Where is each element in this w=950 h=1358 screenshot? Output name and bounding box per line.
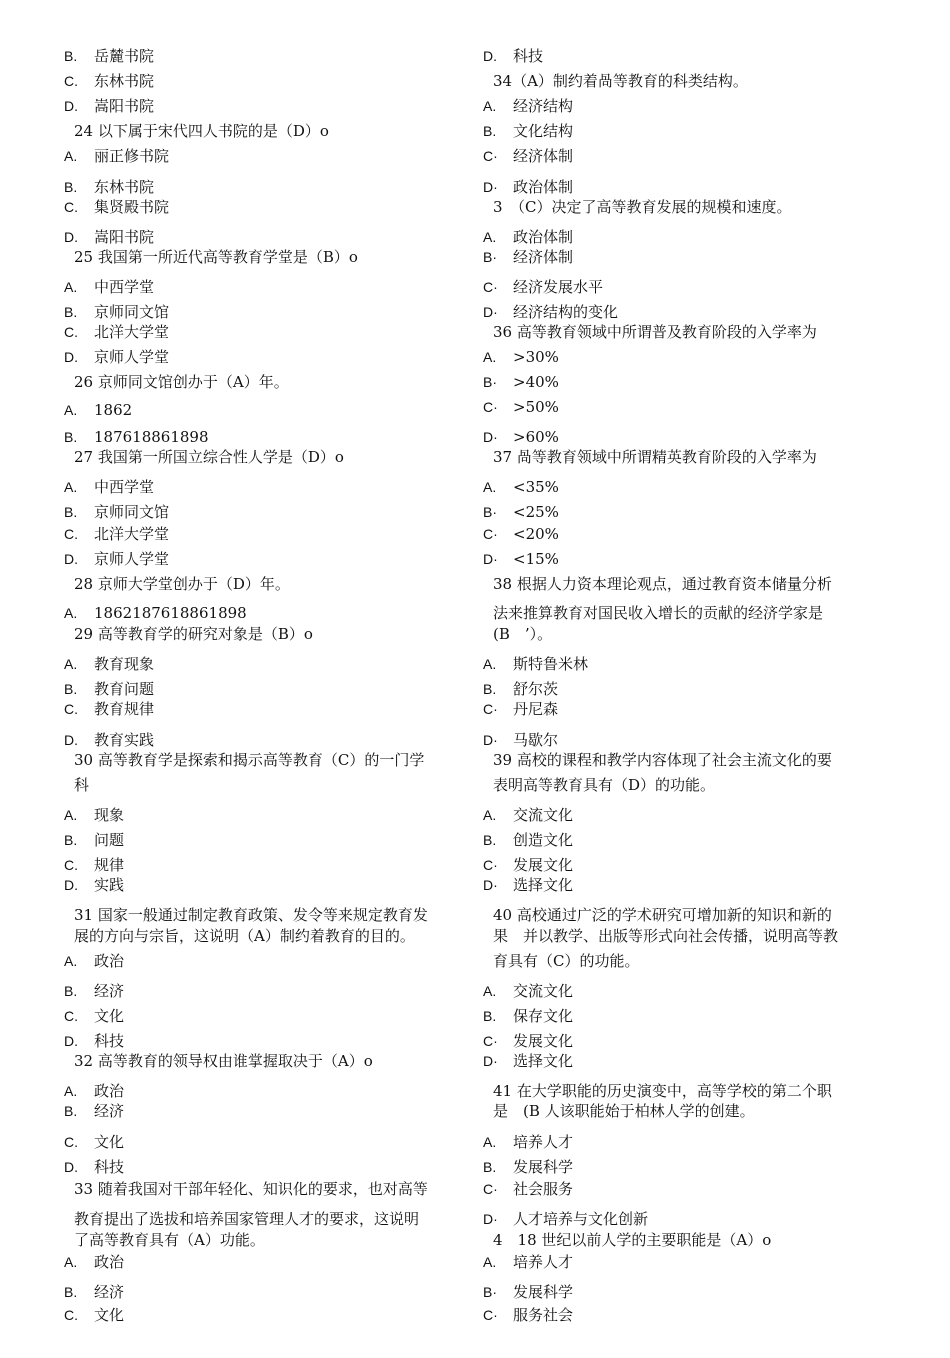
option-label: B. xyxy=(64,504,78,520)
question-line xyxy=(483,322,817,342)
question-line xyxy=(483,1230,771,1250)
option-label: B. xyxy=(64,179,78,195)
line-text: 40 高校通过广泛的学术研究可增加新的知识和新的 xyxy=(493,906,832,924)
line-text: 京师人学堂 xyxy=(94,348,170,366)
line-text: 政治体制 xyxy=(513,228,574,246)
option-label: A. xyxy=(483,1254,497,1270)
question-line xyxy=(483,951,639,971)
option-label: B. xyxy=(64,429,78,445)
line-text: 政治体制 xyxy=(513,178,574,196)
option-line xyxy=(483,277,603,297)
question-line xyxy=(483,447,817,467)
line-text: 交流文化 xyxy=(513,982,574,1000)
option-label: C· xyxy=(483,857,498,873)
option-label: C. xyxy=(64,73,78,89)
question-line xyxy=(64,121,329,141)
question-line xyxy=(64,247,358,267)
option-label: A. xyxy=(64,953,78,969)
line-text: 马歇尔 xyxy=(513,731,559,749)
option-line xyxy=(483,1252,573,1272)
line-text: 文化结构 xyxy=(513,122,574,140)
line-text: 北洋大学堂 xyxy=(94,323,170,341)
option-label: D· xyxy=(483,551,498,567)
line-text: 教育实践 xyxy=(94,731,155,749)
option-label: D· xyxy=(483,429,498,445)
line-text: 文化 xyxy=(94,1133,125,1151)
option-label: A. xyxy=(483,229,497,245)
option-line xyxy=(64,146,169,166)
option-label: C· xyxy=(483,1181,498,1197)
option-label: A. xyxy=(483,1134,497,1150)
option-label: C. xyxy=(64,1008,78,1024)
option-label: A. xyxy=(64,279,78,295)
line-text: 科 xyxy=(74,776,90,794)
line-text: 现象 xyxy=(94,806,125,824)
question-line xyxy=(64,1051,373,1071)
option-line xyxy=(64,699,154,719)
question-line xyxy=(64,750,424,770)
line-text: 了高等教育具有（A）功能。 xyxy=(74,1231,265,1249)
option-line xyxy=(64,1305,124,1325)
line-text: 舒尔茨 xyxy=(513,680,559,698)
option-line xyxy=(483,46,543,66)
question-line xyxy=(64,926,415,946)
option-label: D. xyxy=(483,48,497,64)
option-label: D. xyxy=(64,732,78,748)
option-label: A. xyxy=(483,656,497,672)
option-label: D· xyxy=(483,877,498,893)
line-text: 丽正修书院 xyxy=(94,147,170,165)
line-text: 经济结构 xyxy=(513,97,574,115)
line-text: 丹尼森 xyxy=(513,700,559,718)
line-text: 选择文化 xyxy=(513,1052,574,1070)
option-line xyxy=(483,1051,573,1071)
option-line xyxy=(64,502,169,522)
option-line xyxy=(483,247,573,267)
option-label: C· xyxy=(483,279,498,295)
option-line xyxy=(483,146,573,166)
option-label: C. xyxy=(64,1307,78,1323)
option-line xyxy=(64,71,154,91)
line-text: <35% xyxy=(513,478,559,496)
option-line xyxy=(483,1132,573,1152)
line-text: 33 随着我国对干部年轻化、知识化的要求，也对高等 xyxy=(74,1180,428,1198)
option-label: B. xyxy=(64,1284,78,1300)
option-label: C· xyxy=(483,148,498,164)
line-text: >40% xyxy=(513,373,559,391)
option-label: D. xyxy=(64,98,78,114)
line-text: 岳麓书院 xyxy=(94,47,155,65)
option-line xyxy=(483,96,573,116)
line-text: 京师同文馆 xyxy=(94,503,170,521)
line-text: 教育问题 xyxy=(94,680,155,698)
option-line xyxy=(483,524,559,544)
option-line xyxy=(64,322,169,342)
option-line xyxy=(64,549,169,569)
option-line xyxy=(64,400,132,420)
line-text: 问题 xyxy=(94,831,125,849)
option-label: A. xyxy=(483,98,497,114)
option-label: C· xyxy=(483,399,498,415)
question-line xyxy=(64,447,344,467)
option-line xyxy=(483,121,573,141)
line-text: 科技 xyxy=(94,1158,125,1176)
line-text: 187618861898 xyxy=(94,428,209,446)
option-label: C. xyxy=(64,199,78,215)
line-text: 科技 xyxy=(94,1032,125,1050)
option-label: A. xyxy=(483,807,497,823)
line-text: 经济结构的变化 xyxy=(513,303,619,321)
line-text: 26 京师同文馆创办于（A）年。 xyxy=(74,373,289,391)
option-line xyxy=(64,1101,124,1121)
line-text: 选择文化 xyxy=(513,876,574,894)
line-text: 政治 xyxy=(94,1082,125,1100)
option-line xyxy=(483,477,559,497)
option-line xyxy=(483,427,559,447)
option-line xyxy=(483,1209,648,1229)
question-line xyxy=(64,624,313,644)
option-label: C. xyxy=(64,857,78,873)
line-text: 文化 xyxy=(94,1306,125,1324)
option-label: A. xyxy=(483,983,497,999)
line-text: 东林书院 xyxy=(94,178,155,196)
question-line xyxy=(64,574,290,594)
option-line xyxy=(64,1252,124,1272)
line-text: (B ’）。 xyxy=(493,625,553,643)
line-text: >60% xyxy=(513,428,559,446)
line-text: 3 （C）决定了高等教育发展的规模和速度。 xyxy=(493,198,792,216)
option-line xyxy=(483,1282,573,1302)
line-text: 东林书院 xyxy=(94,72,155,90)
option-line xyxy=(64,1132,124,1152)
line-text: 京师同文馆 xyxy=(94,303,170,321)
line-text: >50% xyxy=(513,398,559,416)
line-text: 发展科学 xyxy=(513,1158,574,1176)
option-line xyxy=(483,699,558,719)
option-line xyxy=(483,227,573,247)
option-line xyxy=(64,1031,124,1051)
question-line xyxy=(64,905,428,925)
option-label: D· xyxy=(483,304,498,320)
option-line xyxy=(64,277,154,297)
line-text: 中西学堂 xyxy=(94,278,155,296)
line-text: 1862 xyxy=(94,401,133,419)
option-label: D. xyxy=(64,349,78,365)
option-label: D· xyxy=(483,1211,498,1227)
option-label: C. xyxy=(64,526,78,542)
line-text: 教育现象 xyxy=(94,655,155,673)
option-line xyxy=(483,177,573,197)
option-label: D. xyxy=(64,877,78,893)
line-text: 28 京师大学堂创办于（D）年。 xyxy=(74,575,290,593)
option-line xyxy=(483,1305,573,1325)
option-label: B. xyxy=(64,304,78,320)
line-text: 发展文化 xyxy=(513,1032,574,1050)
line-text: 育具有（C）的功能。 xyxy=(493,952,640,970)
line-text: 交流文化 xyxy=(513,806,574,824)
line-text: 北洋大学堂 xyxy=(94,525,170,543)
option-label: A. xyxy=(64,1083,78,1099)
line-text: 36 高等教育领域中所谓普及教育阶段的入学率为 xyxy=(493,323,817,341)
question-line xyxy=(483,1081,832,1101)
option-label: D· xyxy=(483,732,498,748)
line-text: 是 (B 人该职能始于柏林人学的创建。 xyxy=(493,1102,755,1120)
question-line xyxy=(64,1209,419,1229)
line-text: 37 咼等教育领域中所谓精英教育阶段的入学率为 xyxy=(493,448,817,466)
line-text: 30 高等教育学是探索和揭示高等教育（C）的一门学 xyxy=(74,751,425,769)
option-line xyxy=(483,397,559,417)
option-label: B. xyxy=(483,681,497,697)
option-line xyxy=(483,347,559,367)
line-text: 京师人学堂 xyxy=(94,550,170,568)
option-line xyxy=(64,227,154,247)
option-line xyxy=(64,347,169,367)
line-text: 经济体制 xyxy=(513,248,574,266)
line-text: 34（A）制约着咼等教育的科类结构。 xyxy=(493,72,748,90)
option-label: B. xyxy=(64,983,78,999)
option-label: C. xyxy=(64,701,78,717)
option-line xyxy=(64,603,247,623)
option-line xyxy=(64,805,124,825)
line-text: 39 高校的课程和教学内容体现了社会主流文化的要 xyxy=(493,751,832,769)
line-text: 经济 xyxy=(94,982,125,1000)
option-label: D· xyxy=(483,179,498,195)
option-label: A. xyxy=(64,148,78,164)
option-line xyxy=(483,372,559,392)
option-label: B. xyxy=(64,832,78,848)
line-text: 表明高等教育具有（D）的功能。 xyxy=(493,776,716,794)
option-line xyxy=(483,730,558,750)
line-text: 科技 xyxy=(513,47,544,65)
option-line xyxy=(483,549,559,569)
option-line xyxy=(64,1006,124,1026)
line-text: 4 18 世纪以前人学的主要职能是（A）o xyxy=(493,1231,772,1249)
option-line xyxy=(64,96,154,116)
line-text: 培养人才 xyxy=(513,1133,574,1151)
line-text: 经济 xyxy=(94,1283,125,1301)
line-text: 嵩阳书院 xyxy=(94,228,155,246)
option-line xyxy=(64,302,169,322)
option-label: A. xyxy=(64,605,78,621)
option-line xyxy=(483,830,573,850)
option-label: B. xyxy=(483,1008,497,1024)
option-label: D. xyxy=(64,1033,78,1049)
question-line xyxy=(483,603,823,623)
option-line xyxy=(64,524,169,544)
line-text: 培养人才 xyxy=(513,1253,574,1271)
option-line xyxy=(64,951,124,971)
option-label: B. xyxy=(64,48,78,64)
option-line xyxy=(483,805,573,825)
option-line xyxy=(64,1282,124,1302)
line-text: 31 国家一般通过制定教育政策、发令等来规定教育发 xyxy=(74,906,428,924)
question-line xyxy=(64,1230,265,1250)
option-line xyxy=(64,654,154,674)
option-label: A. xyxy=(64,1254,78,1270)
line-text: 果 并以教学、出版等形式向社会传播，说明高等教 xyxy=(493,927,839,945)
option-line xyxy=(483,1006,573,1026)
line-text: 41 在大学职能的历史演变中，高等学校的第二个职 xyxy=(493,1082,832,1100)
line-text: 经济 xyxy=(94,1102,125,1120)
option-line xyxy=(64,830,124,850)
line-text: 法来推算教育对国民收入增长的贡献的经济学家是 xyxy=(493,604,824,622)
line-text: 创造文化 xyxy=(513,831,574,849)
line-text: 社会服务 xyxy=(513,1180,574,1198)
line-text: 发展科学 xyxy=(513,1283,574,1301)
line-text: >30% xyxy=(513,348,559,366)
option-label: C. xyxy=(64,324,78,340)
line-text: <15% xyxy=(513,550,559,568)
option-label: C· xyxy=(483,1033,498,1049)
line-text: 24 以下属于宋代四人书院的是（D）o xyxy=(74,122,329,140)
line-text: 经济发展水平 xyxy=(513,278,604,296)
line-text: 嵩阳书院 xyxy=(94,97,155,115)
option-line xyxy=(483,302,618,322)
question-line xyxy=(483,775,715,795)
line-text: 教育规律 xyxy=(94,700,155,718)
option-label: D. xyxy=(64,1159,78,1175)
option-line xyxy=(64,46,154,66)
question-line xyxy=(64,775,89,795)
option-label: B· xyxy=(483,374,497,390)
option-label: B. xyxy=(64,681,78,697)
option-label: B· xyxy=(483,1284,497,1300)
line-text: 保存文化 xyxy=(513,1007,574,1025)
line-text: 政治 xyxy=(94,1253,125,1271)
option-label: C· xyxy=(483,1307,498,1323)
option-line xyxy=(64,730,154,750)
option-line xyxy=(483,679,558,699)
option-label: B· xyxy=(483,249,497,265)
question-line xyxy=(483,574,832,594)
question-line xyxy=(64,372,289,392)
option-line xyxy=(64,1157,124,1177)
option-label: A. xyxy=(64,807,78,823)
option-line xyxy=(64,855,124,875)
question-line xyxy=(483,926,838,946)
option-line xyxy=(64,981,124,1001)
line-text: 中西学堂 xyxy=(94,478,155,496)
option-label: B. xyxy=(483,123,497,139)
option-line xyxy=(483,981,573,1001)
line-text: 文化 xyxy=(94,1007,125,1025)
line-text: <20% xyxy=(513,525,559,543)
question-line xyxy=(483,624,552,644)
option-label: A. xyxy=(64,402,78,418)
line-text: 服务社会 xyxy=(513,1306,574,1324)
line-text: 发展文化 xyxy=(513,856,574,874)
line-text: 1862187618861898 xyxy=(94,604,247,622)
option-line xyxy=(483,502,559,522)
option-label: B. xyxy=(483,832,497,848)
option-label: A. xyxy=(483,349,497,365)
option-label: C. xyxy=(64,1134,78,1150)
option-line xyxy=(64,679,154,699)
option-label: D. xyxy=(64,551,78,567)
option-label: B. xyxy=(483,1159,497,1175)
option-label: D· xyxy=(483,1053,498,1069)
line-text: 27 我国第一所国立综合性人学是（D）o xyxy=(74,448,344,466)
line-text: 32 高等教育的领导权由谁掌握取决于（A）o xyxy=(74,1052,373,1070)
line-text: 经济体制 xyxy=(513,147,574,165)
line-text: 人才培养与文化创新 xyxy=(513,1210,649,1228)
option-label: C· xyxy=(483,701,498,717)
question-line xyxy=(483,750,832,770)
option-label: A. xyxy=(64,656,78,672)
option-line xyxy=(64,177,154,197)
question-line xyxy=(483,197,792,217)
option-label: A. xyxy=(64,479,78,495)
option-line xyxy=(64,875,124,895)
question-line xyxy=(64,1179,428,1199)
question-line xyxy=(483,71,748,91)
option-line xyxy=(483,1179,573,1199)
question-line xyxy=(483,905,832,925)
option-label: A. xyxy=(483,479,497,495)
option-line xyxy=(483,1157,573,1177)
line-text: 25 我国第一所近代高等教育学堂是（B）o xyxy=(74,248,358,266)
line-text: 展的方向与宗旨，这说明（A）制约着教育的目的。 xyxy=(74,927,415,945)
line-text: 29 高等教育学的研究对象是（B）o xyxy=(74,625,313,643)
line-text: 集贤殿书院 xyxy=(94,198,170,216)
option-line xyxy=(483,855,573,875)
line-text: 实践 xyxy=(94,876,125,894)
line-text: 斯特鲁米林 xyxy=(513,655,589,673)
option-line xyxy=(483,654,588,674)
option-line xyxy=(483,1031,573,1051)
option-label: C· xyxy=(483,526,498,542)
question-line xyxy=(483,1101,755,1121)
option-line xyxy=(64,1081,124,1101)
line-text: <25% xyxy=(513,503,559,521)
line-text: 38 根据人力资本理论观点，通过教育资本储量分析 xyxy=(493,575,832,593)
line-text: 政治 xyxy=(94,952,125,970)
option-label: D. xyxy=(64,229,78,245)
line-text: 规律 xyxy=(94,856,125,874)
option-label: B. xyxy=(64,1103,78,1119)
option-line xyxy=(64,427,209,447)
line-text: 教育提出了选拔和培养国家管理人才的要求，这说明 xyxy=(74,1210,420,1228)
option-label: B· xyxy=(483,504,497,520)
option-line xyxy=(64,477,154,497)
option-line xyxy=(64,197,169,217)
option-line xyxy=(483,875,573,895)
